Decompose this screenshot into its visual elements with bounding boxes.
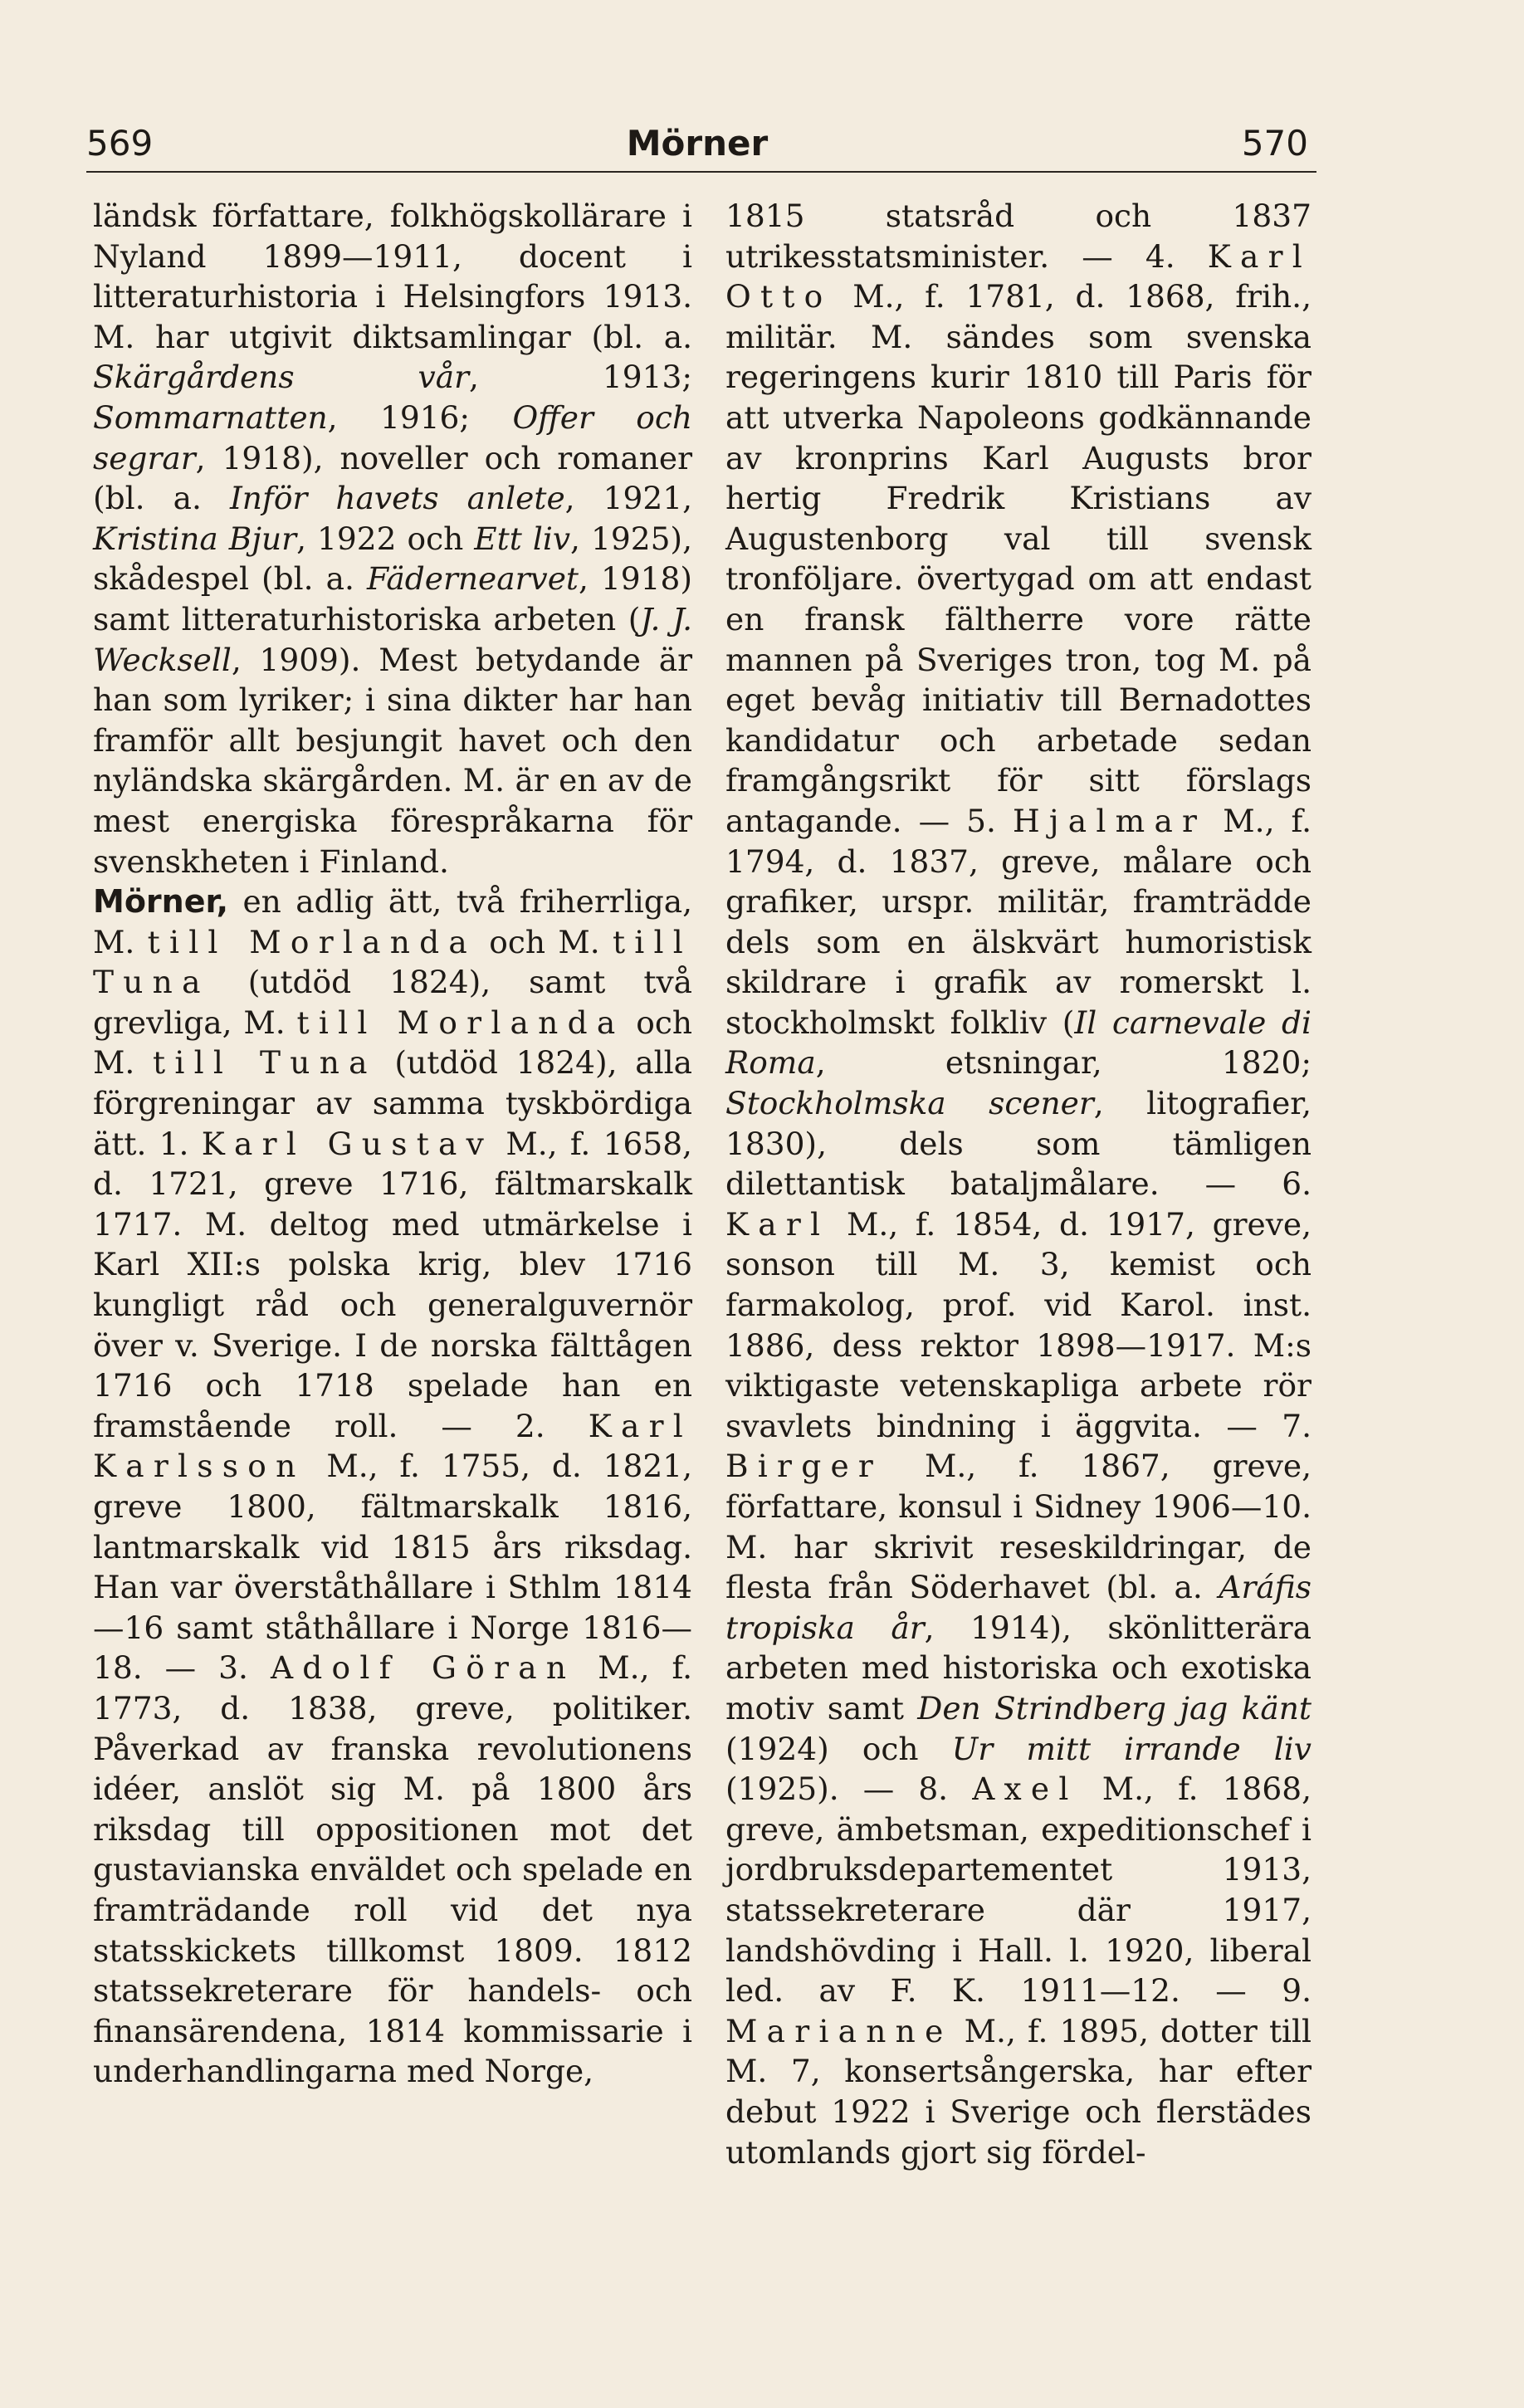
work-title: Fädernearvet (366, 560, 579, 598)
person-name: Marianne (725, 2012, 953, 2049)
spaced-name: till Morlanda (296, 1004, 625, 1041)
work-title: Kristina Bjur (93, 520, 297, 557)
entry-morner: Mörner, en adlig ätt, två friherrliga, M. till Morlanda och M. till Tuna (utdöd 1824), samt två grevliga, M. till Morlanda och M. till Tuna (utdöd 1824), alla förgreningar av samma tyskbördiga ätt. 1. Karl Gustav M., f. 1658, d. 1721, greve 1716, fältmarskalk 1717. M. deltog med utmärkelse i Karl XII:s polska krig, blev 1716 kungligt råd och generalguvernör över v. Sverige. I de norska fälttågen 1716 och 1718 spelade han en framstående roll. — 2. Karl Karlsson M., f. 1755, d. 1821, greve 1800, fältmarskalk 1816, lantmarskalk vid 1815 års riksdag. Han var överståthållare i Sthlm 1814—16 samt ståthållare i Norge 1816—18. — 3. Adolf Göran M., f. 1773, d. 1838, greve, politiker. Påverkad av franska revolutionens idéer, anslöt sig M. på 1800 års riksdag till oppositionen mot det gustavianska enväldet och spelade en framträdande roll vid det nya statsskickets tillkomst 1809. 1812 statssekreterare för handels- och finansärendena, 1814 kommissarie i underhandlingarna med Norge, (93, 883, 692, 2090)
work-title: Den Strindberg jag känt (917, 1689, 1312, 1727)
person-name: Adolf Göran (270, 1649, 576, 1687)
person-name: Karl (725, 1205, 830, 1243)
spaced-name: till Morlanda (147, 923, 476, 960)
work-title: Aráfis tropiska år (725, 1569, 1312, 1646)
person-name: Karl Otto (725, 237, 1312, 315)
right-column (725, 196, 1312, 2172)
work-title: Il carnevale di Roma (725, 1004, 1312, 1082)
work-title: Inför havets anlete (229, 480, 565, 517)
work-title: J. J. Wecksell (93, 600, 692, 678)
running-headword: Mörner (626, 123, 769, 164)
running-header (86, 118, 1308, 169)
spaced-name: till Tuna (93, 923, 692, 1001)
header-rule (86, 171, 1316, 173)
page-number-right: 570 (1241, 123, 1308, 164)
page-number-left: 569 (86, 123, 154, 164)
entry-headword: Mörner, (93, 883, 229, 921)
work-title: Ur mitt irrande liv (951, 1730, 1312, 1767)
work-title: Ett liv (474, 520, 571, 557)
paragraph-ending-entry: ländsk författare, folkhögskollärare i Nyland 1899—1911, docent i litteraturhistoria i Helsingfors 1913. M. har utgivit diktsamlingar (bl. a. Skärgårdens vår, 1913; Sommarnatten, 1916; Offer och segrar, 1918), noveller och romaner (bl. a. Inför havets anlete, 1921, Kristina Bjur, 1922 och Ett liv, 1925), skådespel (bl. a. Fädernearvet, 1918) samt litteraturhistoriska arbeten (J. J. Wecksell, 1909). Mest betydande är han som lyriker; i sina dikter har han framför allt besjungit havet och den nyländska skärgården. M. är en av de mest energiska förespråkarna för svenskheten i Finland. (93, 198, 693, 880)
person-name: Hjalmar (1012, 802, 1207, 839)
person-name: Karl Gustav (201, 1125, 494, 1162)
person-name: Axel (972, 1771, 1078, 1808)
person-name: Karl Karlsson (93, 1407, 692, 1485)
spaced-name: till Tuna (153, 1044, 377, 1082)
entry-morner-continued: 1815 statsråd och 1837 utrikesstatsminister. — 4. Karl Otto M., f. 1781, d. 1868, frih., militär. M. sändes som svenska regeringens kurir 1810 till Paris för att utverka Napoleons godkännande av kronprins Karl Augusts bror hertig Fredrik Kristians av Augustenborg val till svensk tronföljare. övertygad om att endast en fransk fältherre vore rätte mannen på Sveriges tron, tog M. på eget bevåg initiativ till Bernadottes kandidatur och arbetade sedan framgångsrikt för sitt förslags antagande. — 5. Hjalmar M., f. 1794, d. 1837, greve, målare och grafiker, urspr. militär, framträdde dels som en älskvärt humoristisk skildrare i grafik av romerskt l. stockholmskt folkliv (Il carnevale di Roma, etsningar, 1820; Stockholmska scener, litografier, 1830), dels som tämligen dilettantisk bataljmålare. — 6. Karl M., f. 1854, d. 1917, greve, sonson till M. 3, kemist och farmakolog, prof. vid Karol. inst. 1886, dess rektor 1898—1917. M:s viktigaste vetenskapliga arbete rör svavlets bindning i äggvita. — 7. Birger M., f. 1867, greve, författare, konsul i Sidney 1906—10. M. har skrivit reseskildringar, de flesta från Söderhavet (bl. a. Aráfis tropiska år, 1914), skönlitterära arbeten med historiska och exotiska motiv samt Den Strindberg jag känt (1924) och Ur mitt irrande liv (1925). — 8. Axel M., f. 1868, greve, ämbetsman, expeditionschef i jordbruksdepartementet 1913, statssekreterare där 1917, landshövding i Hall. l. 1920, liberal led. av F. K. 1911—12. — 9. Marianne M., f. 1895, dotter till M. 7, konsertsångerska, har efter debut 1922 i Sverige och flerstädes utomlands gjort sig fördel- (725, 198, 1312, 2171)
work-title: Sommarnatten (93, 398, 328, 436)
left-column (93, 196, 692, 2092)
person-name: Birger (725, 1448, 883, 1485)
work-title: Stockholmska scener (725, 1085, 1094, 1122)
work-title: Offer och segrar (93, 398, 692, 476)
work-title: Skärgårdens vår (93, 359, 470, 396)
